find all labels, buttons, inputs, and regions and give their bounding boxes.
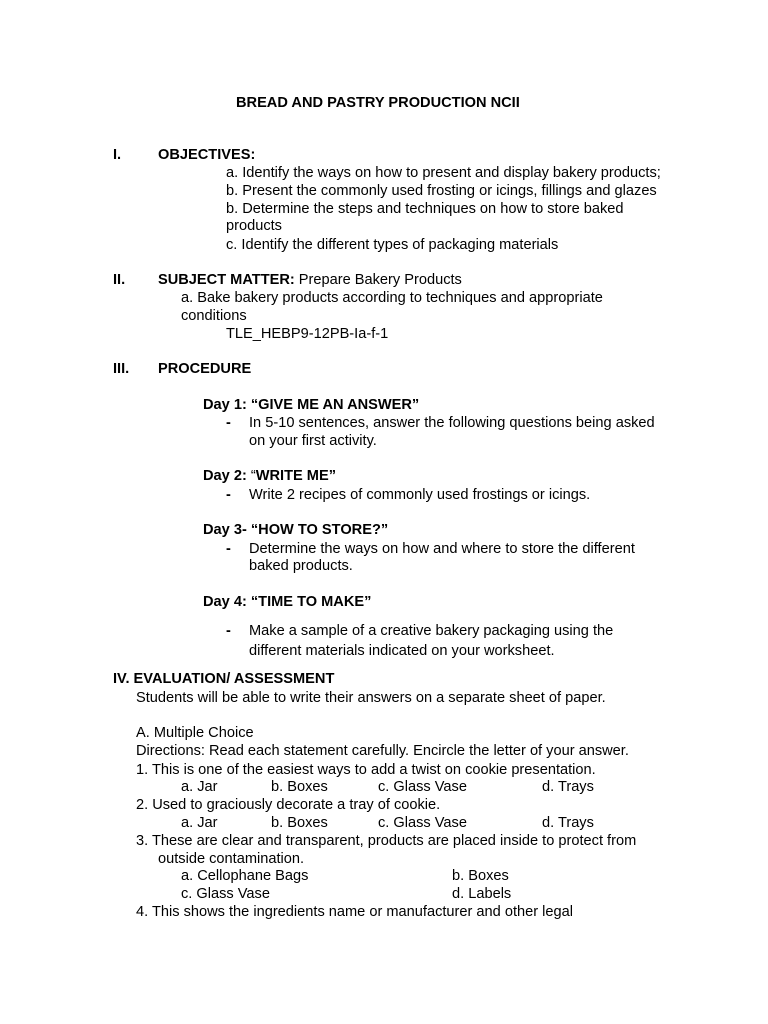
objective-item: products — [226, 218, 282, 234]
directions: Directions: Read each statement carefully. Encircle the letter of your answer. — [136, 743, 629, 759]
choice: b. Boxes — [271, 815, 328, 831]
day-1-text: In 5-10 sentences, answer the following questions being asked — [249, 415, 655, 431]
subject-matter-line — [158, 271, 462, 289]
bullet: - — [226, 541, 231, 557]
choice: c. Glass Vase — [181, 886, 270, 902]
day-2-title-quote: “ — [246, 468, 256, 484]
choice: b. Boxes — [452, 868, 509, 884]
document-title: BREAD AND PASTRY PRODUCTION NCII — [236, 95, 520, 111]
objective-item: a. Identify the ways on how to present and display bakery products; — [226, 165, 661, 181]
objectives-heading: OBJECTIVES: — [158, 147, 256, 163]
procedure-numeral: III. — [113, 361, 130, 377]
choice: b. Boxes — [271, 779, 328, 795]
objective-item: b. Present the commonly used frosting or icings, fillings and glazes — [226, 183, 657, 199]
day-1-title: Day 1: “GIVE ME AN ANSWER” — [203, 397, 420, 413]
day-2-title-rest: WRITE ME” — [255, 468, 336, 484]
choice: d. Labels — [452, 886, 512, 902]
choice: d. Trays — [542, 779, 594, 795]
bullet: - — [226, 487, 231, 503]
bullet: - — [226, 623, 231, 639]
subject-matter-numeral: II. — [113, 272, 126, 288]
day-1-text: on your first activity. — [249, 433, 377, 449]
objectives-numeral: I. — [113, 147, 122, 163]
section-label: A. Multiple Choice — [136, 725, 254, 741]
day-4-text: Make a sample of a creative bakery packaging using the — [249, 623, 614, 639]
day-3-text: baked products. — [249, 558, 353, 574]
question-4: 4. This shows the ingredients name or manufacturer and other legal — [136, 904, 573, 920]
day-4-text: different materials indicated on your worksheet. — [249, 643, 555, 659]
question-1: 1. This is one of the easiest ways to add a twist on cookie presentation. — [136, 762, 596, 778]
choice: c. Glass Vase — [378, 815, 467, 831]
choice: c. Glass Vase — [378, 779, 467, 795]
objective-item: b. Determine the steps and techniques on how to store baked — [226, 201, 624, 217]
subject-matter-value: Prepare Bakery Products — [294, 272, 462, 288]
day-3-text: Determine the ways on how and where to store the different — [249, 541, 635, 557]
day-2-text: Write 2 recipes of commonly used frostings or icings. — [249, 487, 591, 503]
day-2-title — [203, 467, 336, 485]
evaluation-intro: Students will be able to write their answers on a separate sheet of paper. — [136, 690, 606, 706]
choice: a. Jar — [181, 815, 218, 831]
procedure-heading: PROCEDURE — [158, 361, 252, 377]
subject-matter-heading: SUBJECT MATTER: — [158, 272, 295, 288]
question-2: 2. Used to graciously decorate a tray of cookie. — [136, 797, 441, 813]
choice: a. Jar — [181, 779, 218, 795]
evaluation-heading: IV. EVALUATION/ ASSESSMENT — [113, 671, 335, 687]
day-4-title: Day 4: “TIME TO MAKE” — [203, 594, 372, 610]
subject-matter-detail: conditions — [181, 308, 247, 324]
subject-matter-detail: a. Bake bakery products according to techniques and appropriate — [181, 290, 603, 306]
day-2-title-prefix: Day 2: — [203, 468, 247, 484]
competency-code: TLE_HEBP9-12PB-Ia-f-1 — [226, 326, 389, 342]
question-3: 3. These are clear and transparent, products are placed inside to protect from — [136, 833, 637, 849]
day-3-title: Day 3- “HOW TO STORE?” — [203, 522, 389, 538]
bullet: - — [226, 415, 231, 431]
choice: d. Trays — [542, 815, 594, 831]
question-3-cont: outside contamination. — [158, 851, 305, 867]
objective-item: c. Identify the different types of packaging materials — [226, 237, 559, 253]
choice: a. Cellophane Bags — [181, 868, 309, 884]
